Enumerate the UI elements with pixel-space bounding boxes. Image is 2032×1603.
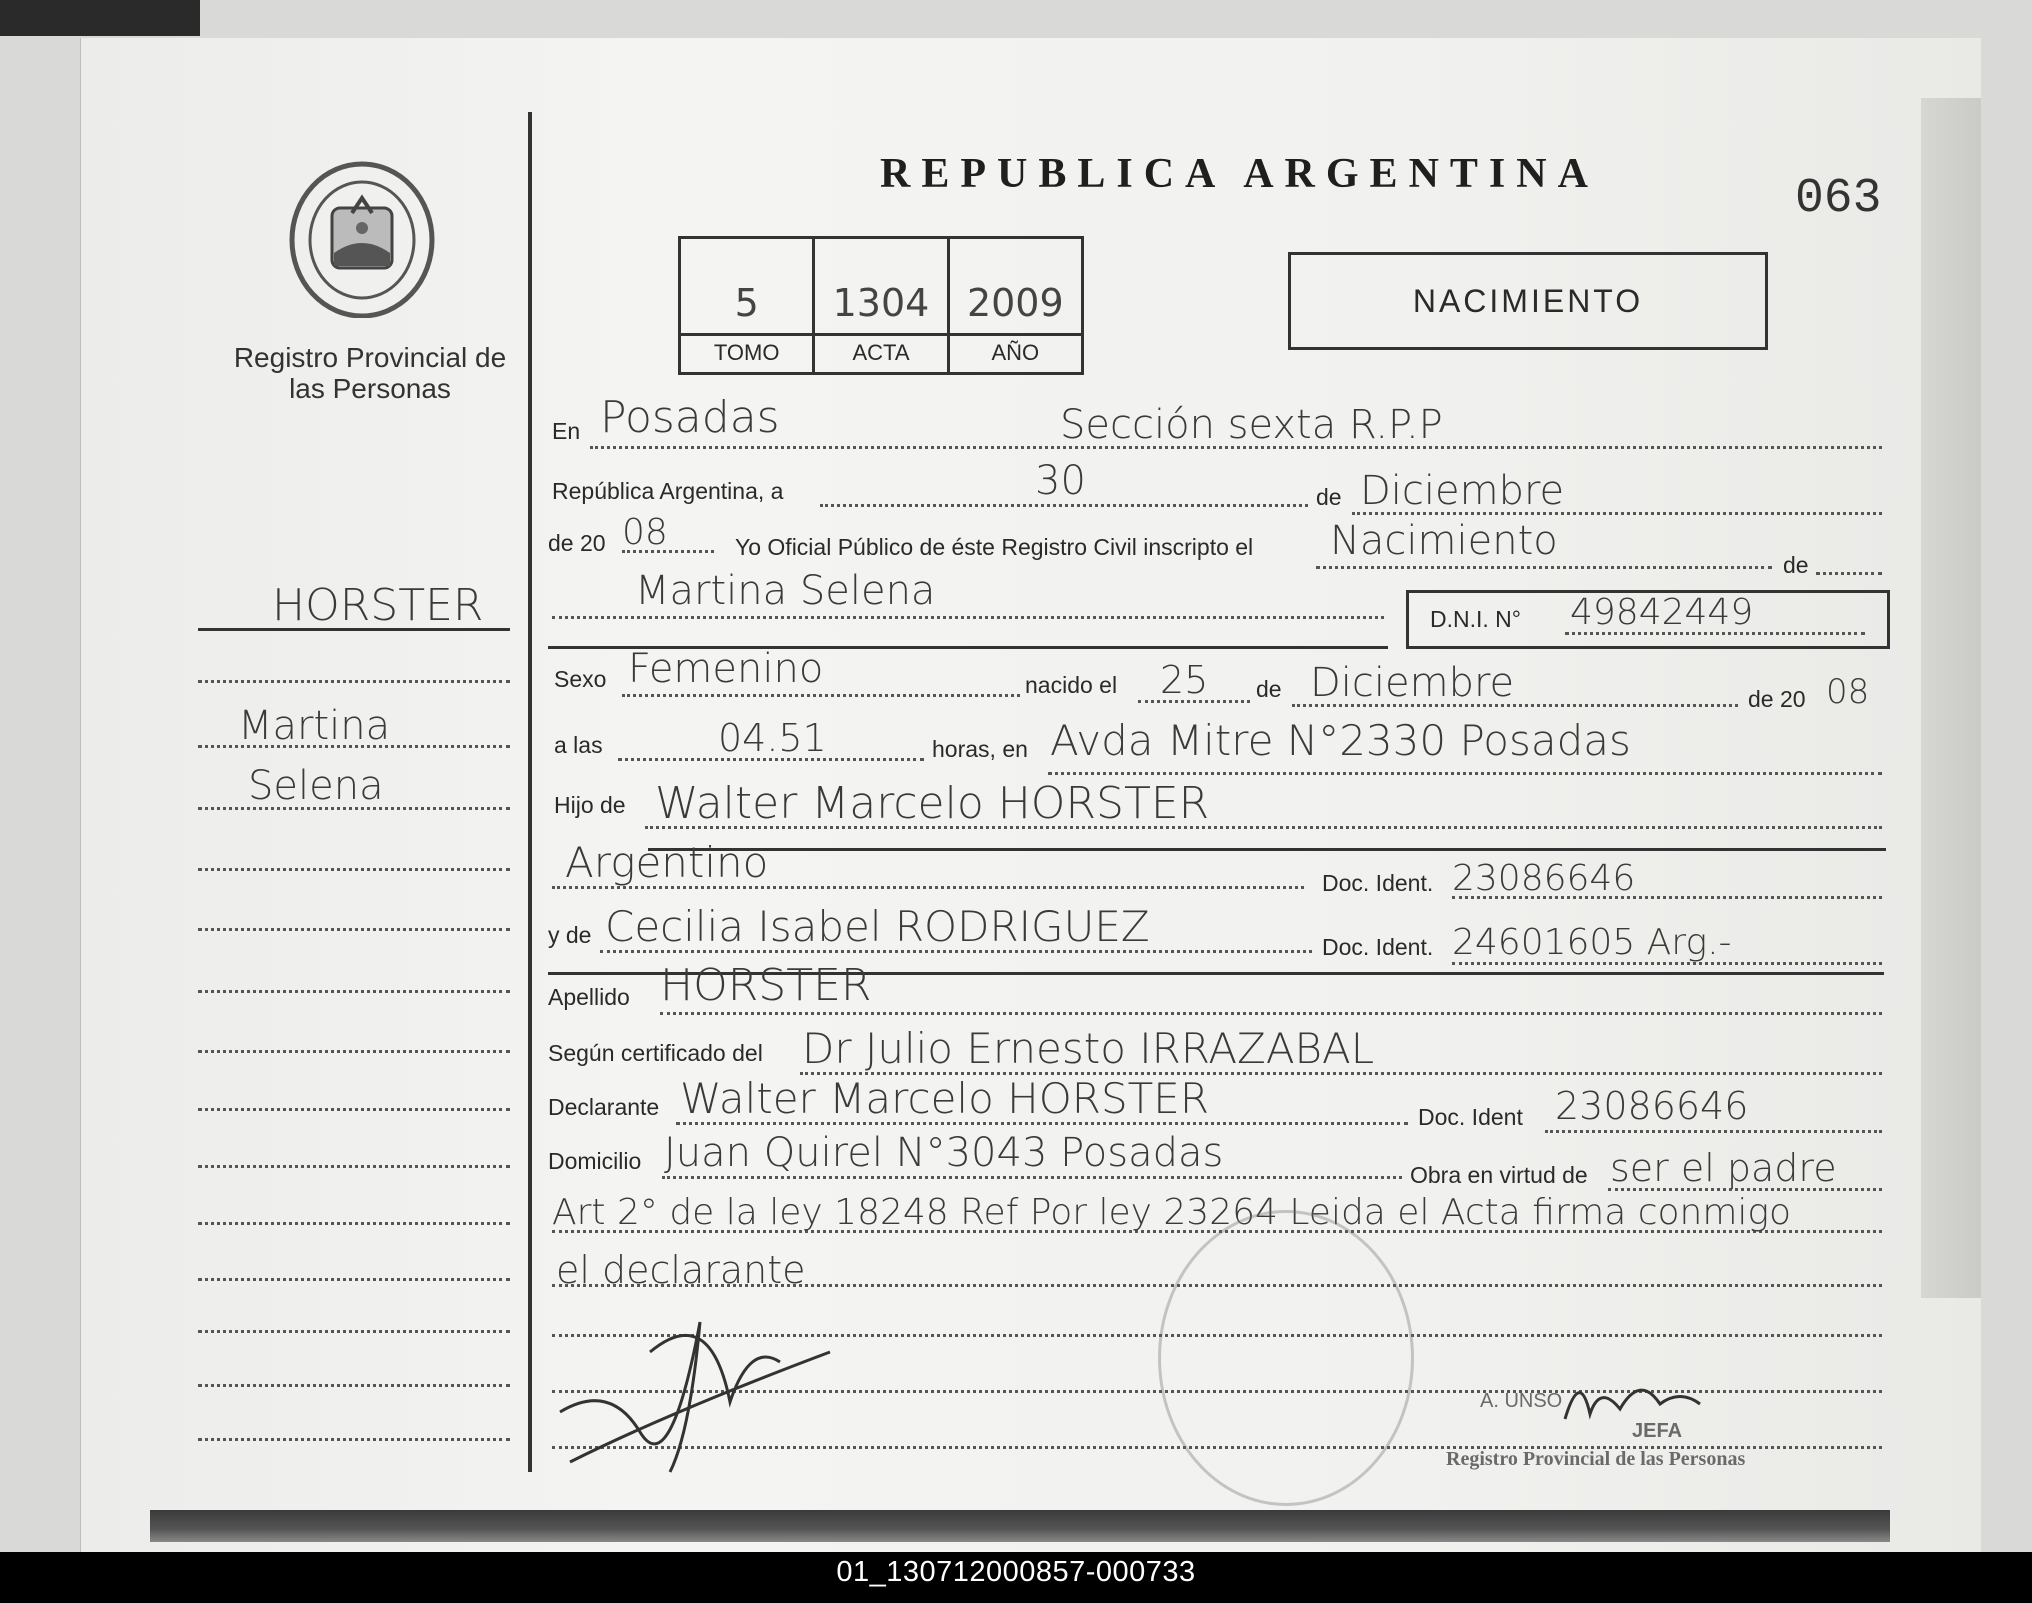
line-fullname [552, 616, 1384, 619]
margin-dotted-line [198, 1438, 510, 1441]
value-mother-doc: 24601605 Arg.- [1452, 922, 1732, 963]
stamp-jefa: JEFA [1632, 1420, 1683, 1442]
value-event: Nacimiento [1330, 518, 1558, 564]
label-obra: Obra en virtud de [1410, 1162, 1588, 1188]
value-notes-1: Art 2° de la ley 18248 Ref Por ley 23264 Leida el Acta firma conmigo [552, 1192, 1792, 1233]
value-place: Avda Mitre N°2330 Posadas [1050, 716, 1631, 765]
official-stamp [1158, 1210, 1414, 1506]
label-alas: a las [554, 732, 603, 758]
value-obra: ser el padre [1610, 1146, 1837, 1190]
margin-dotted-line [198, 1278, 510, 1281]
line-day [820, 504, 1308, 507]
value-father: Walter Marcelo HORSTER [655, 778, 1210, 829]
value-declarant: Walter Marcelo HORSTER [680, 1074, 1209, 1123]
value-month: Diciembre [1360, 468, 1565, 514]
label-de-2: de [1783, 552, 1809, 578]
provincial-seal-icon [282, 158, 442, 318]
line-place [1048, 772, 1882, 775]
margin-dotted-line [198, 1222, 510, 1225]
value-time: 04.51 [718, 716, 827, 760]
value-city: Posadas [600, 392, 780, 443]
label-apellido: Apellido [548, 984, 630, 1010]
margin-dotted-line [198, 1384, 510, 1387]
stamp-registry: Registro Provincial de las Personas [1446, 1448, 1746, 1470]
value-birth-month: Diciembre [1310, 660, 1515, 706]
value-domicile: Juan Quirel N°3043 Posadas [664, 1130, 1224, 1176]
tomo-cell [681, 239, 815, 372]
margin-dotted-line [198, 868, 510, 871]
value-birth-year-suffix: 08 [1826, 672, 1870, 712]
value-doctor: Dr Julio Ernesto IRRAZABAL [802, 1024, 1375, 1073]
label-declarante: Declarante [548, 1094, 660, 1120]
anio-value: 2009 [966, 281, 1064, 325]
binding-strip [150, 1510, 1890, 1542]
value-father-nat: Argentino [565, 838, 769, 887]
margin-dotted-line [198, 1330, 510, 1333]
margin-dotted-line [198, 990, 510, 993]
value-day: 30 [1035, 458, 1086, 504]
anio-label: AÑO [950, 333, 1081, 366]
document-title: REPUBLICA ARGENTINA [880, 151, 1599, 197]
row-divider [648, 848, 1886, 851]
label-en: En [552, 418, 581, 444]
anio-cell [950, 239, 1081, 372]
line-event [1316, 566, 1772, 569]
book-spine-shadow [0, 0, 200, 36]
registry-name: Registro Provincial de las Personas [233, 342, 507, 404]
margin-dotted-line [198, 1050, 510, 1053]
stamp-jefa-name: A. UNSO [1480, 1390, 1563, 1412]
acta-cell [815, 239, 949, 372]
label-yde: y de [548, 922, 592, 948]
margin-dotted-line [198, 680, 510, 683]
value-father-doc: 23086646 [1452, 858, 1636, 899]
tomo-acta-year-box [678, 236, 1084, 375]
value-surname: HORSTER [660, 960, 872, 1011]
label-domicilio: Domicilio [548, 1148, 642, 1174]
value-birth-day: 25 [1160, 658, 1209, 702]
page-edge [1921, 98, 1981, 1298]
label-doc3: Doc. Ident [1418, 1104, 1523, 1130]
record-type-box: NACIMIENTO [1288, 252, 1768, 350]
label-segun: Según certificado del [548, 1040, 763, 1066]
margin-dotted-line [198, 928, 510, 931]
value-dni: 49842449 [1570, 592, 1754, 633]
folio-number: 063 [1795, 172, 1882, 226]
label-nacido: nacido el [1025, 672, 1118, 698]
document-code: 01_130712000857-000733 [836, 1556, 1196, 1588]
value-notes-2: el declarante [556, 1248, 806, 1292]
tomo-label: TOMO [681, 333, 812, 366]
margin-surname: HORSTER [272, 580, 484, 631]
label-yo-oficial: Yo Oficial Público de éste Registro Civil inscripto el [735, 534, 1254, 560]
line-year [622, 550, 714, 553]
margin-dotted-line [198, 807, 510, 810]
margin-dotted-line [198, 1165, 510, 1168]
label-doc2: Doc. Ident. [1322, 934, 1434, 960]
value-section: Sección sexta R.P.P [1060, 402, 1443, 448]
label-sexo: Sexo [554, 666, 607, 692]
margin-dotted-line [198, 1108, 510, 1111]
value-mother: Cecilia Isabel RODRIGUEZ [605, 902, 1150, 951]
tomo-value: 5 [734, 281, 759, 325]
value-declarant-doc: 23086646 [1555, 1084, 1749, 1128]
value-sex: Femenino [628, 646, 824, 692]
label-horas: horas, en [932, 736, 1028, 762]
label-de: de [1316, 484, 1342, 510]
label-doc1: Doc. Ident. [1322, 870, 1434, 896]
value-year-suffix: 08 [622, 512, 668, 553]
line-domicile [662, 1176, 1402, 1179]
line-declarant-doc [1545, 1130, 1882, 1133]
label-de-3: de [1256, 676, 1282, 702]
value-fullname: Martina Selena [635, 568, 936, 614]
margin-divider [528, 112, 532, 1472]
line-sexo [622, 694, 1020, 697]
margin-name1: Martina [238, 703, 391, 749]
line-de [1816, 572, 1882, 575]
acta-value: 1304 [832, 281, 930, 325]
margin-dotted-line [198, 745, 510, 748]
label-de-year: de 20 [1748, 686, 1806, 712]
label-hijo: Hijo de [554, 792, 626, 818]
label-dni: D.N.I. N° [1430, 606, 1521, 632]
line-surname [660, 1012, 1882, 1015]
acta-label: ACTA [815, 333, 946, 366]
label-de20: de 20 [548, 530, 606, 556]
label-republica: República Argentina, a [552, 478, 784, 504]
declarant-signature [550, 1262, 850, 1482]
margin-name2: Selena [248, 763, 384, 809]
